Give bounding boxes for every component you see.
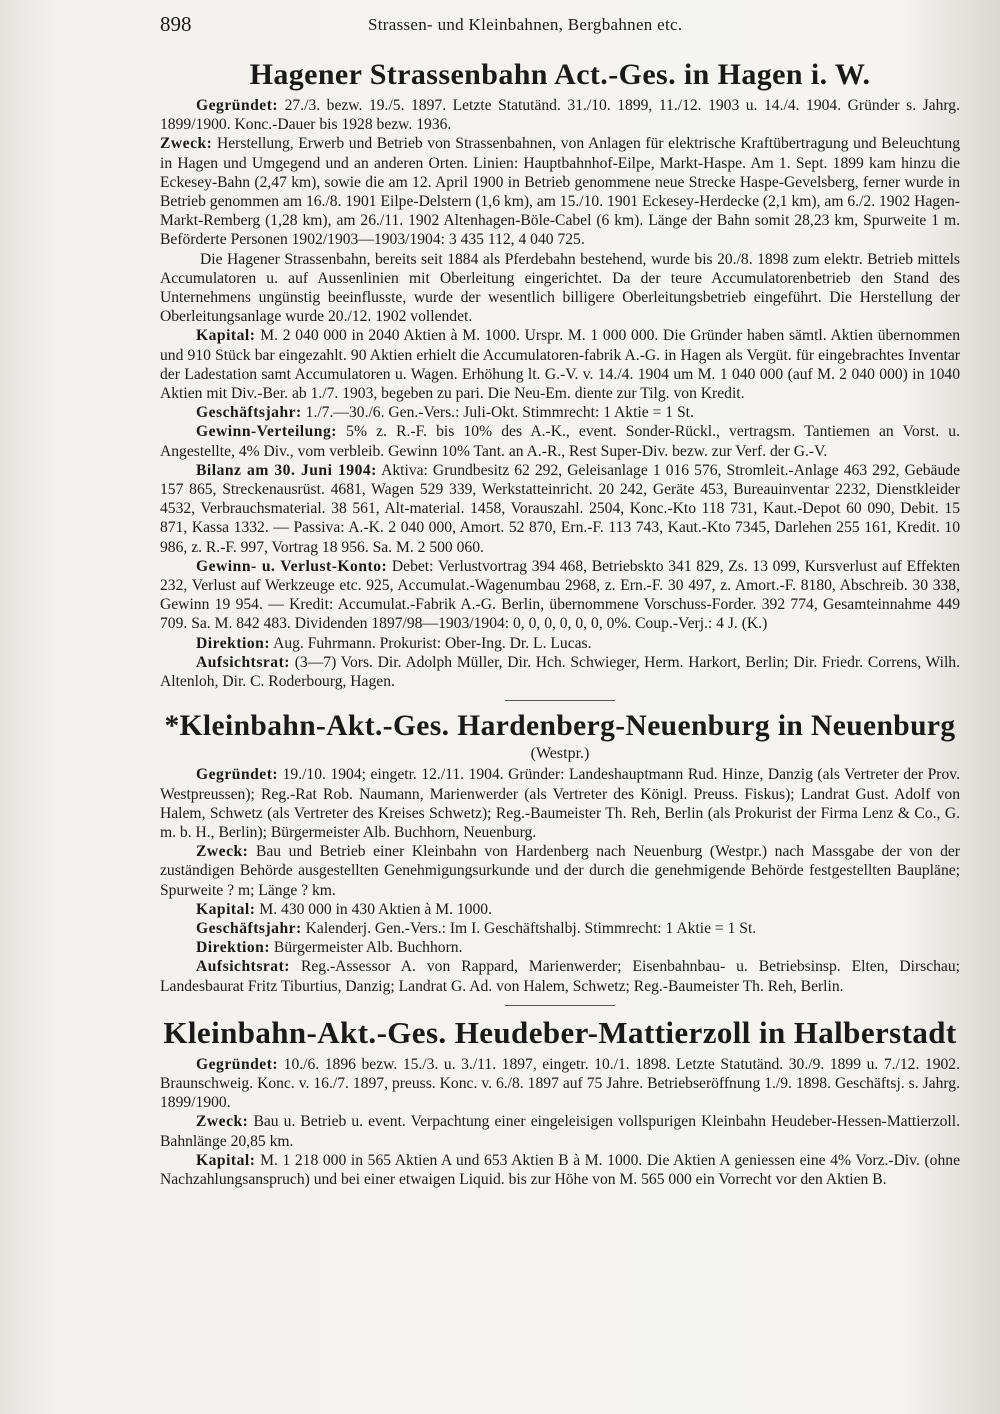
field-text: Bau u. Betrieb u. event. Verpachtung einer eingeleisigen vollspurigen Kleinbahn Heudeber-Hessen-Mattierzoll. Bahnlänge 20,85 km. <box>160 1113 960 1150</box>
entry-paragraph <box>160 1055 960 1113</box>
field-text: Kalenderj. Gen.-Vers.: Im I. Geschäftshalbj. Stimmrecht: 1 Aktie = 1 St. <box>305 919 757 937</box>
entry-paragraph <box>160 765 960 842</box>
entry-paragraph <box>160 134 960 249</box>
field-label: Kapital: <box>196 1151 256 1169</box>
company-title: *Kleinbahn-Akt.-Ges. Hardenberg-Neuenburg in Neuenburg <box>164 710 956 743</box>
entry-paragraph <box>160 461 960 557</box>
field-label: Direktion: <box>196 634 271 652</box>
field-text: Bürgermeister Alb. Buchhorn. <box>273 939 463 957</box>
entry-paragraph <box>160 403 960 422</box>
field-text: Herstellung, Erwerb und Betrieb von Strassenbahnen, von Anlagen für elektrische Kraftübertragung und Beleuchtung in Hagen und Umgegend und an anderen Orten. Linien: Hauptbahnhof-Eilpe, Markt-Haspe. Am 1. Sept. 1899 kam hinzu die Eckesey-Bahn (2,47 km), sowie die am 12. April 1900 in Betrieb genommene neue Strecke Haspe-Gevelsberg, ferner wurde in Betrieb genommen am 16./8. 1901 Eilpe-Delstern (1,6 km), am 15./10. 1901 Eckesey-Herdecke (2,1 km), am 6./2. 1902 Hagen-Markt-Remberg (1,28 km), am 26./11. 1902 Altenhagen-Böle-Cabel (6 km). Länge der Bahn somit 28,23 km, Spurweite 1 m. Beförderte Personen 1902/1903—1903/1904: 3 435 112, 4 040 725. <box>160 135 960 249</box>
entry-paragraph <box>160 250 960 327</box>
entry-paragraph <box>160 1151 960 1189</box>
field-text: Bau und Betrieb einer Kleinbahn von Hardenberg nach Neuenburg (Westpr.) nach Massgabe der von der zuständigen Behörde ausgestellten Genehmigungsurkunde und der durch die genehmigende Behörde festgestellten Baupläne; Spurweite ? m; Länge ? km. <box>160 843 960 899</box>
running-head: Strassen- und Kleinbahnen, Bergbahnen etc. <box>368 15 683 34</box>
field-label: Kapital: <box>196 327 256 345</box>
field-text: 5% z. R.-F. bis 10% des A.-K., event. Sonder-Rückl., vertragsm. Tantiemen an Vorst. u. Angestellte, 4% Div., vom verbleib. Gewinn 10% Tant. an A.-R., Rest Super-Div. bezw. zur Verf. der G.-V. <box>160 423 960 460</box>
company-title: Kleinbahn-Akt.-Ges. Heudeber-Mattierzoll in Halberstadt <box>163 1014 957 1050</box>
field-text: Aktiva: Grundbesitz 62 292, Geleisanlage 1 016 576, Stromleit.-Anlage 463 292, Gebäude 157 865, Streckenausrüst. 4681, Wagen 529 339, Werkstatteinricht. 20 242, Geräte 453, Bureauinventar 2232, Dienstkleider 4532, Verbrauchsmaterial. 38 561, Alt-material. 1458, Vorauszahl. 2504, Konc.-Kto 118 731, Kaut.-Depot 60 090, Debit. 15 871, Kassa 1332. — Passiva: A.-K. 2 040 000, Amort. 52 870, Ern.-F. 113 743, Kaut.-Kto 7345, Darlehen 255 161, Kredit. 10 986, z. R.-F. 997, Vortrag 18 956. Sa. M. 2 500 060. <box>160 461 960 556</box>
entry-paragraph <box>160 326 960 403</box>
company-entry-hagener <box>160 58 960 691</box>
entry-paragraph <box>160 957 960 995</box>
field-label: Gewinn- u. Verlust-Konto: <box>196 557 388 575</box>
entry-paragraph <box>160 1112 960 1150</box>
field-label: Gegründet: <box>196 1055 279 1073</box>
field-text: 27./3. bezw. 19./5. 1897. Letzte Statutänd. 31./10. 1899, 11./12. 1903 u. 14./4. 1904. Gründer s. Jahrg. 1899/1900. Konc.-Dauer bis 1928 bezw. 1936. <box>160 97 961 134</box>
company-entry-hardenberg <box>160 710 960 995</box>
field-text: M. 430 000 in 430 Aktien à M. 1000. <box>259 900 492 918</box>
entry-paragraph <box>160 919 960 938</box>
entry-paragraph <box>160 842 960 900</box>
field-text: Reg.-Assessor A. von Rappard, Marienwerder; Eisenbahnbau- u. Betriebsinsp. Elten, Dirschau; Landesbaurat Fritz Tiburtius, Danzig; Landrat G. Ad. von Halem, Schwetz; Reg.-Baumeister Th. Reh, Berlin. <box>160 958 960 995</box>
entry-paragraph <box>160 422 960 460</box>
field-text: (3—7) Vors. Dir. Adolph Müller, Dir. Hch. Schwieger, Herm. Harkort, Berlin; Dir. Friedr. Correns, Wilh. Altenloh, Dir. C. Roderbourg, Hagen. <box>160 653 960 691</box>
field-label: Bilanz am 30. Juni 1904: <box>196 461 377 479</box>
field-label: Aufsichtsrat: <box>196 653 290 671</box>
field-label: Gegründet: <box>196 97 279 114</box>
field-text: M. 2 040 000 in 2040 Aktien à M. 1000. Urspr. M. 1 000 000. Die Gründer haben sämtl. Aktien übernommen und 910 Stück bar eingezahlt. 90 Aktien erhielt die Accumulatoren-fabrik A.-G. in Hagen als Vergüt. für eingebrachtes Inventar der Ladestation samt Accumulatoren u. Wagen. Erhöhung lt. G.-V. v. 14./4. 1904 um M. 1 040 000 (auf M. 2 040 000) in 1040 Aktien mit Div.-Ber. ab 1./7. 1903, begeben zu pari. Die Neu-Em. diente zur Tilg. von Kredit. <box>160 327 960 403</box>
field-label: Geschäftsjahr: <box>196 404 302 422</box>
field-text: Debet: Verlustvortrag 394 468, Betriebskto 341 829, Zs. 13 099, Kursverlust auf Effekten 232, Verlust auf Werkzeuge etc. 925, Accumulat.-Wagenumbau 2968, z. Ern.-F. 30 497, z. Amort.-F. 8180, Abschreib. 30 338, Gewinn 19 954. — Kredit: Accumulat.-Fabrik A.-G. Berlin, übernommene Vorschuss-Forder. 392 774, Gesamteinnahme 449 709. Sa. M. 842 483. Dividenden 1897/98—1903/1904: 0, 0, 0, 0, 0, 0, 0%. Coup.-Verj.: 4 J. (K.) <box>160 557 961 633</box>
entry-paragraph <box>160 653 960 691</box>
field-label: Gegründet: <box>196 766 279 784</box>
company-entry-heudeber <box>160 1015 960 1189</box>
field-text: Aug. Fuhrmann. Prokurist: Ober-Ing. Dr. L. Lucas. <box>273 634 592 652</box>
field-label: Zweck: <box>196 1113 249 1131</box>
field-label: Zweck: <box>160 135 213 153</box>
field-label: Direktion: <box>196 939 271 957</box>
entry-paragraph <box>160 96 960 134</box>
section-divider <box>505 1005 615 1006</box>
page-number: 898 <box>160 12 192 36</box>
entry-paragraph <box>160 938 960 957</box>
field-label: Zweck: <box>196 843 249 861</box>
field-text: Die Hagener Strassenbahn, bereits seit 1884 als Pferdebahn bestehend, wurde bis 20./8. 1898 zum elektr. Betrieb mittels Accumulatoren u. auf Aussenlinien mit Oberleitung eingerichtet. Da der teure Accumulatorenbetrieb den Stand des Unternehmens ungünstig beeinflusste, wurde der wesentlich billigere Oberleitungsbetrieb eingeführt. Die Herstellung der Oberleitungsanlage wurde 20./12. 1902 vollendet. <box>160 250 960 326</box>
field-text: 19./10. 1904; eingetr. 12./11. 1904. Gründer: Landeshauptmann Rud. Hinze, Danzig (als Vertreter der Prov. Westpreussen); Reg.-Rat Rob. Naumann, Marienwerder (als Vertreter des Königl. Preuss. Fiskus); Landrat Gust. Adolf von Halem, Schwetz (als Vertreter des Kreises Schwetz); Reg.-Baumeister Th. Reh, Berlin (als Prokurist der Firma Lenz & Co., G. m. b. H., Berlin); Bürgermeister Alb. Buchhorn, Neuenburg. <box>160 766 960 841</box>
section-divider <box>505 700 615 701</box>
company-title: Hagener Strassenbahn Act.-Ges. in Hagen i. W. <box>249 58 871 91</box>
field-label: Gewinn-Verteilung: <box>196 423 337 441</box>
field-text: 1./7.—30./6. Gen.-Vers.: Juli-Okt. Stimmrecht: 1 Aktie = 1 St. <box>305 404 694 422</box>
field-label: Kapital: <box>196 900 256 918</box>
field-label: Aufsichtsrat: <box>196 958 290 976</box>
page-content <box>160 58 960 1189</box>
entry-paragraph <box>160 557 960 634</box>
entry-paragraph <box>160 634 960 653</box>
field-text: M. 1 218 000 in 565 Aktien A und 653 Aktien B à M. 1000. Die Aktien A geniessen eine 4% Vorz.-Div. (ohne Nachzahlungsanspruch) und bei einer etwaigen Liquid. bis zur Höhe von M. 565 000 ein Vorrecht vor den Aktien B. <box>160 1151 960 1188</box>
field-label: Geschäftsjahr: <box>196 919 302 937</box>
field-text: 10./6. 1896 bezw. 15./3. u. 3./11. 1897, eingetr. 10./1. 1898. Letzte Statutänd. 30./9. 1899 u. 7./12. 1902. Braunschweig. Konc. v. 16./7. 1897, preuss. Konc. v. 6./8. 1897 auf 75 Jahre. Betriebseröffnung 1./9. 1898. Geschäftsj. s. Jahrg. 1899/1900. <box>160 1055 960 1112</box>
company-subtitle: (Westpr.) <box>530 745 590 763</box>
page-header <box>160 12 960 42</box>
entry-paragraph <box>160 900 960 919</box>
